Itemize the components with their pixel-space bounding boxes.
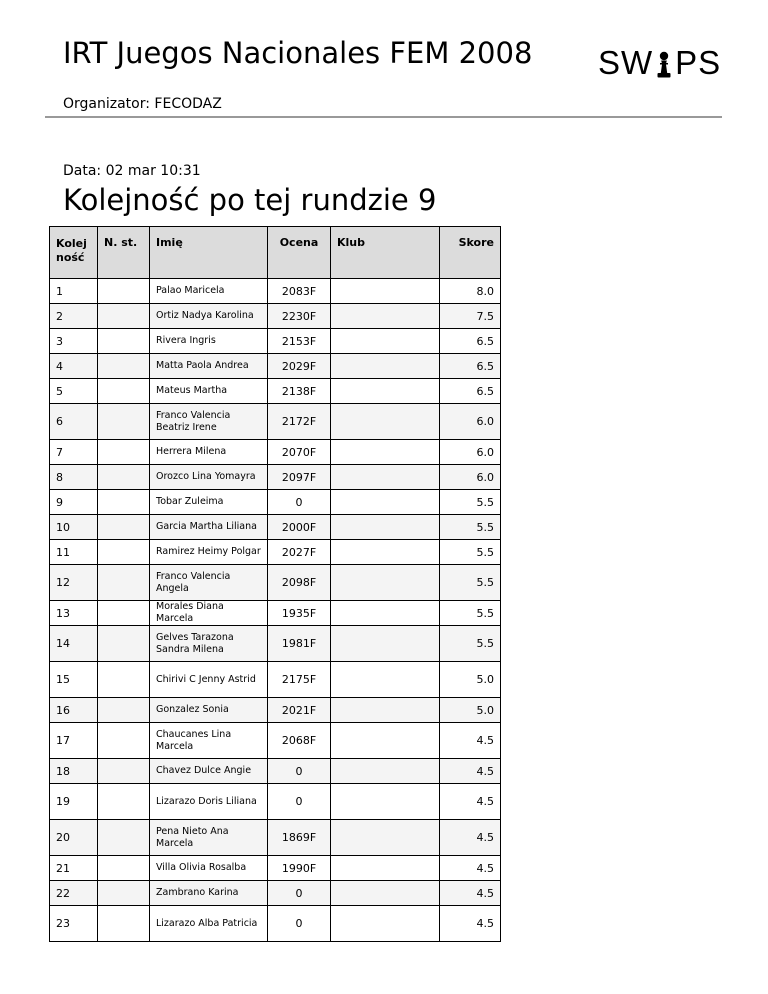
rank-cell: 12	[50, 565, 98, 601]
rank-cell: 10	[50, 515, 98, 540]
name-cell: Mateus Martha	[150, 379, 268, 404]
club-cell	[331, 329, 440, 354]
rank-cell: 4	[50, 354, 98, 379]
rating-cell: 2153F	[268, 329, 331, 354]
club-cell	[331, 662, 440, 698]
header-start-no: N. st.	[98, 227, 150, 279]
table-row	[50, 515, 501, 540]
table-row	[50, 279, 501, 304]
rating-cell: 2175F	[268, 662, 331, 698]
table-row	[50, 698, 501, 723]
score-cell: 6.0	[440, 465, 501, 490]
club-cell	[331, 601, 440, 626]
name-cell: Tobar Zuleima	[150, 490, 268, 515]
table-row	[50, 723, 501, 759]
score-cell: 5.5	[440, 565, 501, 601]
start-no-cell	[98, 404, 150, 440]
start-no-cell	[98, 820, 150, 856]
rank-cell: 7	[50, 440, 98, 465]
rating-cell: 2172F	[268, 404, 331, 440]
start-no-cell	[98, 329, 150, 354]
table-row	[50, 304, 501, 329]
table-row	[50, 440, 501, 465]
score-cell: 4.5	[440, 906, 501, 942]
rating-cell: 2070F	[268, 440, 331, 465]
start-no-cell	[98, 565, 150, 601]
start-no-cell	[98, 601, 150, 626]
start-no-cell	[98, 379, 150, 404]
club-cell	[331, 404, 440, 440]
header-rating: Ocena	[268, 227, 331, 279]
club-cell	[331, 540, 440, 565]
rating-cell: 1981F	[268, 626, 331, 662]
table-header-row	[50, 227, 501, 279]
table-row	[50, 465, 501, 490]
name-cell: Villa Olivia Rosalba	[150, 856, 268, 881]
score-cell: 6.5	[440, 354, 501, 379]
rank-cell: 8	[50, 465, 98, 490]
rating-cell: 2138F	[268, 379, 331, 404]
rating-cell: 0	[268, 784, 331, 820]
name-cell: Ramirez Heimy Polgar	[150, 540, 268, 565]
start-no-cell	[98, 626, 150, 662]
club-cell	[331, 698, 440, 723]
standings-table	[49, 226, 501, 942]
name-cell: Lizarazo Alba Patricia	[150, 906, 268, 942]
name-cell: Morales Diana Marcela	[150, 601, 268, 626]
start-no-cell	[98, 490, 150, 515]
score-cell: 8.0	[440, 279, 501, 304]
rating-cell: 2027F	[268, 540, 331, 565]
rank-cell: 23	[50, 906, 98, 942]
rating-cell: 0	[268, 906, 331, 942]
rank-cell: 13	[50, 601, 98, 626]
score-cell: 5.5	[440, 601, 501, 626]
club-cell	[331, 784, 440, 820]
club-cell	[331, 279, 440, 304]
score-cell: 4.5	[440, 856, 501, 881]
rating-cell: 2230F	[268, 304, 331, 329]
score-cell: 4.5	[440, 723, 501, 759]
table-row	[50, 565, 501, 601]
organizer-text: Organizator: FECODAZ	[63, 96, 222, 112]
start-no-cell	[98, 906, 150, 942]
rank-cell: 11	[50, 540, 98, 565]
rank-cell: 1	[50, 279, 98, 304]
start-no-cell	[98, 354, 150, 379]
name-cell: Pena Nieto Ana Marcela	[150, 820, 268, 856]
score-cell: 5.0	[440, 662, 501, 698]
rank-cell: 3	[50, 329, 98, 354]
score-cell: 5.5	[440, 540, 501, 565]
rating-cell: 1869F	[268, 820, 331, 856]
club-cell	[331, 906, 440, 942]
score-cell: 5.5	[440, 515, 501, 540]
club-cell	[331, 304, 440, 329]
score-cell: 5.0	[440, 698, 501, 723]
rank-cell: 6	[50, 404, 98, 440]
header-score: Skore	[440, 227, 501, 279]
score-cell: 5.5	[440, 626, 501, 662]
swips-logo	[598, 46, 721, 79]
club-cell	[331, 626, 440, 662]
name-cell: Chavez Dulce Angie	[150, 759, 268, 784]
club-cell	[331, 759, 440, 784]
header-divider	[45, 116, 722, 118]
name-cell: Rivera Ingris	[150, 329, 268, 354]
table-row	[50, 329, 501, 354]
rank-cell: 14	[50, 626, 98, 662]
club-cell	[331, 565, 440, 601]
rating-cell: 2068F	[268, 723, 331, 759]
club-cell	[331, 515, 440, 540]
rating-cell: 2000F	[268, 515, 331, 540]
start-no-cell	[98, 662, 150, 698]
club-cell	[331, 440, 440, 465]
rank-cell: 15	[50, 662, 98, 698]
table-row	[50, 784, 501, 820]
date-text: Data: 02 mar 10:31	[63, 163, 201, 179]
start-no-cell	[98, 440, 150, 465]
score-cell: 6.5	[440, 379, 501, 404]
table-row	[50, 490, 501, 515]
table-row	[50, 906, 501, 942]
rank-cell: 16	[50, 698, 98, 723]
rating-cell: 1990F	[268, 856, 331, 881]
score-cell: 4.5	[440, 784, 501, 820]
logo-text-right: PS	[675, 44, 722, 81]
rank-cell: 20	[50, 820, 98, 856]
club-cell	[331, 723, 440, 759]
header-club: Klub	[331, 227, 440, 279]
name-cell: Chirivi C Jenny Astrid	[150, 662, 268, 698]
rating-cell: 2029F	[268, 354, 331, 379]
name-cell: Herrera Milena	[150, 440, 268, 465]
table-row	[50, 379, 501, 404]
start-no-cell	[98, 759, 150, 784]
rank-cell: 18	[50, 759, 98, 784]
name-cell: Ortiz Nadya Karolina	[150, 304, 268, 329]
rank-cell: 19	[50, 784, 98, 820]
table-row	[50, 354, 501, 379]
table-row	[50, 759, 501, 784]
table-row	[50, 601, 501, 626]
score-cell: 6.5	[440, 329, 501, 354]
rank-cell: 5	[50, 379, 98, 404]
table-row	[50, 856, 501, 881]
rating-cell: 0	[268, 490, 331, 515]
rating-cell: 0	[268, 759, 331, 784]
start-no-cell	[98, 540, 150, 565]
score-cell: 6.0	[440, 440, 501, 465]
name-cell: Orozco Lina Yomayra	[150, 465, 268, 490]
logo-text-left: SW	[598, 44, 654, 81]
club-cell	[331, 354, 440, 379]
name-cell: Franco Valencia Beatriz Irene	[150, 404, 268, 440]
rating-cell: 2098F	[268, 565, 331, 601]
page-title: IRT Juegos Nacionales FEM 2008	[63, 36, 533, 70]
rank-cell: 21	[50, 856, 98, 881]
club-cell	[331, 379, 440, 404]
start-no-cell	[98, 784, 150, 820]
start-no-cell	[98, 856, 150, 881]
score-cell: 7.5	[440, 304, 501, 329]
rank-cell: 2	[50, 304, 98, 329]
rank-cell: 17	[50, 723, 98, 759]
rating-cell: 2097F	[268, 465, 331, 490]
name-cell: Gonzalez Sonia	[150, 698, 268, 723]
start-no-cell	[98, 465, 150, 490]
club-cell	[331, 490, 440, 515]
chess-pawn-icon	[654, 51, 674, 79]
name-cell: Franco Valencia Angela	[150, 565, 268, 601]
name-cell: Palao Maricela	[150, 279, 268, 304]
rating-cell: 2021F	[268, 698, 331, 723]
club-cell	[331, 881, 440, 906]
club-cell	[331, 465, 440, 490]
club-cell	[331, 820, 440, 856]
name-cell: Lizarazo Doris Liliana	[150, 784, 268, 820]
score-cell: 5.5	[440, 490, 501, 515]
start-no-cell	[98, 515, 150, 540]
score-cell: 6.0	[440, 404, 501, 440]
table-row	[50, 404, 501, 440]
start-no-cell	[98, 279, 150, 304]
table-row	[50, 820, 501, 856]
score-cell: 4.5	[440, 759, 501, 784]
table-row	[50, 662, 501, 698]
start-no-cell	[98, 723, 150, 759]
score-cell: 4.5	[440, 881, 501, 906]
name-cell: Matta Paola Andrea	[150, 354, 268, 379]
header-rank: Kolej ność	[50, 227, 98, 279]
rating-cell: 0	[268, 881, 331, 906]
standings-table-body	[50, 279, 501, 942]
table-row	[50, 881, 501, 906]
rank-cell: 9	[50, 490, 98, 515]
start-no-cell	[98, 304, 150, 329]
start-no-cell	[98, 698, 150, 723]
club-cell	[331, 856, 440, 881]
table-row	[50, 540, 501, 565]
name-cell: Garcia Martha Liliana	[150, 515, 268, 540]
name-cell: Chaucanes Lina Marcela	[150, 723, 268, 759]
rank-cell: 22	[50, 881, 98, 906]
header-name: Imię	[150, 227, 268, 279]
name-cell: Gelves Tarazona Sandra Milena	[150, 626, 268, 662]
standings-title: Kolejność po tej rundzie 9	[63, 183, 437, 217]
score-cell: 4.5	[440, 820, 501, 856]
start-no-cell	[98, 881, 150, 906]
table-row	[50, 626, 501, 662]
rating-cell: 1935F	[268, 601, 331, 626]
name-cell: Zambrano Karina	[150, 881, 268, 906]
rating-cell: 2083F	[268, 279, 331, 304]
